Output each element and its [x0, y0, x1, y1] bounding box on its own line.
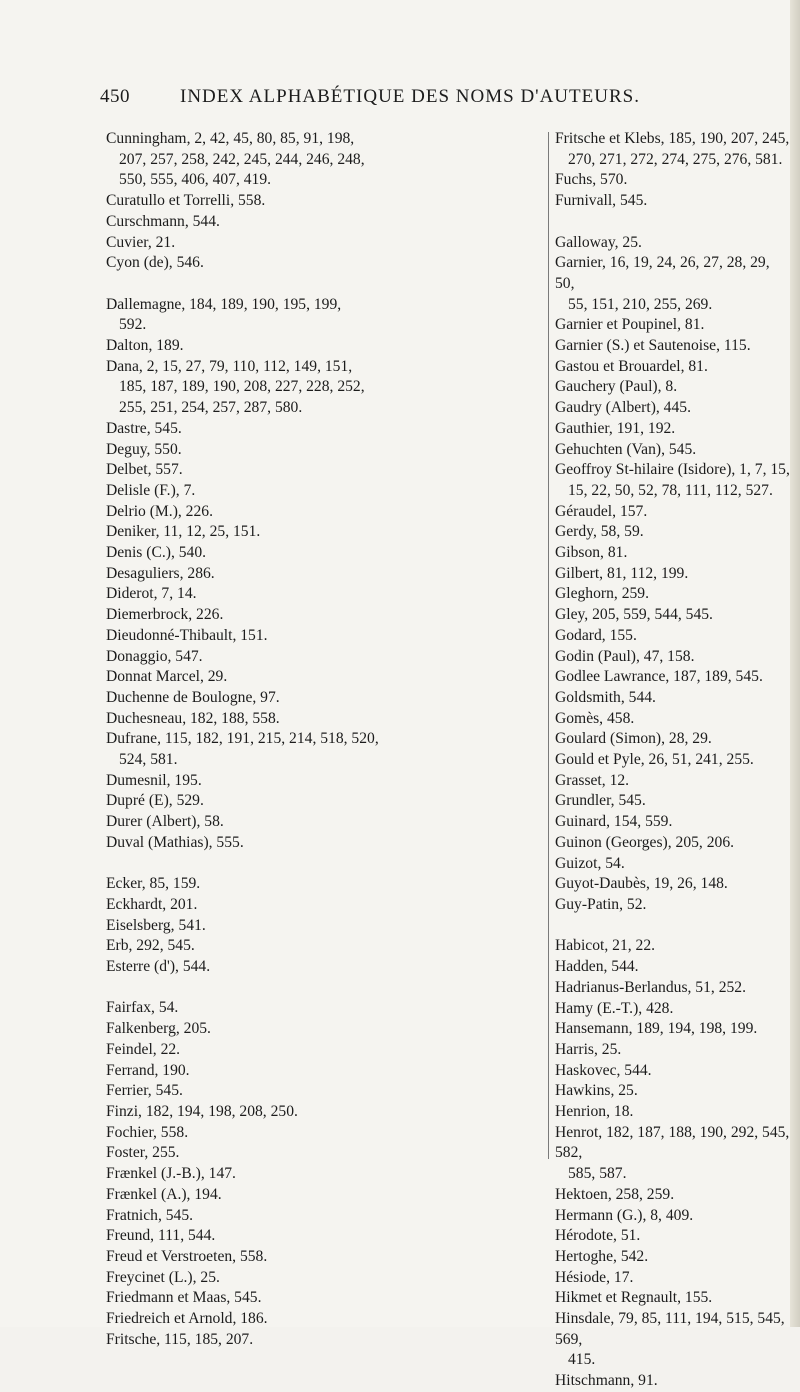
index-entry-line: Gomès, 458.	[555, 709, 635, 727]
index-entry	[555, 336, 791, 357]
index-entry-line: Duchenne de Boulogne, 97.	[106, 688, 280, 706]
index-entry	[106, 647, 542, 668]
index-entry	[555, 1102, 791, 1123]
index-entry	[555, 978, 791, 999]
index-entry	[555, 957, 791, 978]
index-entry-line: Garnier et Poupinel, 81.	[555, 316, 705, 334]
index-entry	[106, 419, 542, 440]
index-entry-line: Guyot-Daubès, 19, 26, 148.	[555, 875, 728, 893]
index-entry-line: Gibson, 81.	[555, 544, 628, 562]
index-column-right	[555, 129, 791, 1392]
index-entry	[106, 936, 542, 957]
index-entry-line: Donnat Marcel, 29.	[106, 668, 228, 686]
index-entry	[106, 336, 542, 357]
index-entry	[106, 212, 542, 233]
index-entry	[555, 1123, 791, 1185]
index-entry	[106, 357, 542, 419]
index-entry	[555, 233, 791, 254]
index-entry-line: Goulard (Simon), 28, 29.	[555, 730, 712, 748]
index-entry	[555, 1019, 791, 1040]
index-entry	[555, 1371, 791, 1392]
index-entry-line: Erb, 292, 545.	[106, 937, 195, 955]
index-entry	[106, 502, 542, 523]
index-entry-line: Foster, 255.	[106, 1144, 180, 1162]
index-entry-line: Freud et Verstroeten, 558.	[106, 1247, 268, 1265]
index-entry	[555, 1247, 791, 1268]
index-entry-line: Fairfax, 54.	[106, 999, 179, 1017]
index-entry	[555, 1288, 791, 1309]
index-entry-continuation: 15, 22, 50, 52, 78, 111, 112, 527.	[568, 481, 773, 499]
index-entry-line: Denis (C.), 540.	[106, 544, 207, 562]
index-entry-line: Hadden, 544.	[555, 958, 639, 976]
index-entry	[555, 1226, 791, 1247]
index-entry-line: Hinsdale, 79, 85, 111, 194, 515, 545, 569,	[555, 1310, 785, 1348]
index-entry	[106, 916, 542, 937]
index-entry	[555, 315, 791, 336]
index-entry	[106, 1164, 542, 1185]
index-entry-line: Grundler, 545.	[555, 792, 646, 810]
index-entry-line: Dieudonné-Thibault, 151.	[106, 626, 268, 644]
index-entry-line: Delisle (F.), 7.	[106, 481, 196, 499]
index-entry-line: Dallemagne, 184, 189, 190, 195, 199,	[106, 295, 342, 313]
index-entry-line: Géraudel, 157.	[555, 502, 648, 520]
page-header	[100, 86, 660, 116]
index-entry-line: Garnier, 16, 19, 24, 26, 27, 28, 29, 50,	[555, 254, 770, 292]
index-entry-continuation: 55, 151, 210, 255, 269.	[568, 295, 713, 313]
letter-section-gap	[555, 916, 791, 937]
index-entry	[106, 460, 542, 481]
index-entry-line: Harris, 25.	[555, 1040, 622, 1058]
index-entry	[555, 398, 791, 419]
index-entry-line: Friedmann et Maas, 545.	[106, 1289, 262, 1307]
index-entry	[106, 605, 542, 626]
index-entry	[106, 1268, 542, 1289]
index-entry	[555, 377, 791, 398]
index-entry-line: Dana, 2, 15, 27, 79, 110, 112, 149, 151,	[106, 357, 353, 375]
index-entry-line: Duchesneau, 182, 188, 558.	[106, 709, 280, 727]
index-entry	[106, 1019, 542, 1040]
index-entry	[106, 1061, 542, 1082]
index-entry	[555, 999, 791, 1020]
index-entry-continuation: 415.	[568, 1351, 596, 1369]
index-entry	[555, 936, 791, 957]
index-entry	[106, 1040, 542, 1061]
index-entry	[106, 667, 542, 688]
letter-section-gap	[106, 854, 542, 875]
index-entry-line: Hawkins, 25.	[555, 1082, 638, 1100]
index-entry	[555, 750, 791, 771]
index-entry-line: Gerdy, 58, 59.	[555, 523, 644, 541]
index-entry-line: Falkenberg, 205.	[106, 1020, 211, 1038]
index-entry	[106, 1123, 542, 1144]
index-entry-line: Dalton, 189.	[106, 337, 184, 355]
index-entry	[106, 895, 542, 916]
index-entry	[106, 1185, 542, 1206]
index-entry	[555, 357, 791, 378]
index-entry-continuation: 550, 555, 406, 407, 419.	[119, 171, 272, 189]
letter-section-gap	[106, 274, 542, 295]
index-entry-line: Hikmet et Regnault, 155.	[555, 1289, 713, 1307]
index-entry	[106, 874, 542, 895]
index-entry	[555, 729, 791, 750]
index-entry	[106, 1102, 542, 1123]
index-entry	[106, 481, 542, 502]
index-entry	[106, 233, 542, 254]
index-entry	[106, 1330, 542, 1351]
index-entry-line: Desaguliers, 286.	[106, 564, 215, 582]
index-entry-continuation: 592.	[119, 316, 147, 334]
index-entry	[555, 1268, 791, 1289]
index-entry-line: Duval (Mathias), 555.	[106, 833, 244, 851]
index-entry	[106, 729, 542, 770]
index-entry	[106, 771, 542, 792]
index-entry	[555, 1040, 791, 1061]
index-entry-line: Durer (Albert), 58.	[106, 813, 224, 831]
index-entry-line: Hamy (E.-T.), 428.	[555, 999, 674, 1017]
index-entry	[555, 129, 791, 170]
index-entry-line: Feindel, 22.	[106, 1040, 181, 1058]
index-entry	[555, 895, 791, 916]
index-entry-line: Fratnich, 545.	[106, 1206, 194, 1224]
index-entry-line: Gastou et Brouardel, 81.	[555, 357, 708, 375]
index-entry-line: Curschmann, 544.	[106, 212, 220, 230]
index-entry-continuation: 207, 257, 258, 242, 245, 244, 246, 248,	[119, 150, 365, 168]
index-entry	[106, 440, 542, 461]
column-divider	[548, 132, 549, 1159]
index-entry-line: Guy-Patin, 52.	[555, 896, 647, 913]
index-entry-line: Dupré (E), 529.	[106, 792, 204, 810]
index-entry-line: Henrion, 18.	[555, 1103, 634, 1121]
index-entry	[555, 564, 791, 585]
index-entry	[106, 295, 542, 336]
index-entry-line: Hermann (G.), 8, 409.	[555, 1206, 694, 1224]
index-entry-line: Frænkel (A.), 194.	[106, 1185, 222, 1203]
index-entry-line: Fritsche et Klebs, 185, 190, 207, 245,	[555, 130, 790, 147]
index-entry-line: Gauchery (Paul), 8.	[555, 378, 678, 396]
index-entry	[106, 812, 542, 833]
index-entry	[555, 626, 791, 647]
index-entry-line: Grasset, 12.	[555, 771, 630, 789]
index-entry	[106, 957, 542, 978]
index-entry-line: Dumesnil, 195.	[106, 771, 202, 789]
index-entry-line: Geoffroy St-hilaire (Isidore), 1, 7, 15,	[555, 461, 790, 479]
index-entry	[106, 1247, 542, 1268]
index-entry-line: Furnivall, 545.	[555, 192, 648, 210]
index-entry-line: Goldsmith, 544.	[555, 688, 656, 706]
index-entry-line: Esterre (d'), 544.	[106, 958, 211, 976]
index-entry	[106, 129, 542, 191]
index-entry-line: Hitschmann, 91.	[555, 1372, 658, 1390]
index-entry	[555, 170, 791, 191]
index-entry-line: Deniker, 11, 12, 25, 151.	[106, 523, 261, 541]
index-entry	[555, 502, 791, 523]
index-entry-line: Cyon (de), 546.	[106, 254, 204, 272]
index-entry-continuation: 585, 587.	[568, 1165, 627, 1183]
page-number: 450	[100, 86, 130, 107]
index-entry-line: Haskovec, 544.	[555, 1061, 652, 1079]
index-entry-line: Curatullo et Torrelli, 558.	[106, 192, 266, 210]
index-entry-line: Ferrier, 545.	[106, 1082, 183, 1100]
index-entry	[555, 647, 791, 668]
index-entry-line: Eckhardt, 201.	[106, 895, 198, 913]
index-entry	[106, 626, 542, 647]
index-entry	[106, 584, 542, 605]
index-entry-line: Godard, 155.	[555, 626, 637, 644]
index-entry	[555, 460, 791, 501]
index-entry	[106, 833, 542, 854]
index-entry-line: Deguy, 550.	[106, 440, 182, 458]
index-entry-continuation: 185, 187, 189, 190, 208, 227, 228, 252,	[119, 378, 365, 396]
index-entry	[555, 688, 791, 709]
letter-section-gap	[106, 978, 542, 999]
index-entry	[106, 1206, 542, 1227]
index-entry	[555, 1309, 791, 1371]
index-entry	[555, 874, 791, 895]
index-entry-line: Hérodote, 51.	[555, 1227, 641, 1245]
index-entry	[555, 253, 791, 315]
page-edge	[790, 0, 800, 1327]
index-entry	[106, 191, 542, 212]
index-entry	[555, 833, 791, 854]
index-entry-line: Gilbert, 81, 112, 199.	[555, 564, 689, 582]
index-entry-line: Gleghorn, 259.	[555, 585, 649, 603]
index-entry	[555, 1061, 791, 1082]
index-entry	[106, 998, 542, 1019]
letter-section-gap	[555, 212, 791, 233]
index-entry-line: Garnier (S.) et Sautenoise, 115.	[555, 337, 751, 355]
index-entry-line: Godlee Lawrance, 187, 189, 545.	[555, 668, 763, 686]
index-entry-line: Diemerbrock, 226.	[106, 606, 224, 624]
index-entry-line: Guinon (Georges), 205, 206.	[555, 833, 735, 851]
index-entry-line: Diderot, 7, 14.	[106, 585, 197, 603]
index-entry	[106, 709, 542, 730]
index-entry-line: Ecker, 85, 159.	[106, 875, 201, 893]
index-entry	[555, 791, 791, 812]
index-entry-line: Cuvier, 21.	[106, 233, 176, 251]
index-entry-line: Frænkel (J.-B.), 147.	[106, 1165, 236, 1183]
index-column-left	[106, 129, 542, 1350]
index-entry-line: Fritsche, 115, 185, 207.	[106, 1330, 254, 1348]
index-entry-line: Dufrane, 115, 182, 191, 215, 214, 518, 520,	[106, 730, 379, 748]
index-entry	[106, 543, 542, 564]
index-entry-line: Hadrianus-Berlandus, 51, 252.	[555, 978, 746, 996]
index-entry-line: Henrot, 182, 187, 188, 190, 292, 545, 582,	[555, 1123, 790, 1162]
index-entry-line: Friedreich et Arnold, 186.	[106, 1310, 268, 1328]
index-entry-line: Hésiode, 17.	[555, 1268, 634, 1286]
index-entry	[555, 419, 791, 440]
index-entry-line: Gauthier, 191, 192.	[555, 419, 676, 437]
index-entry	[106, 791, 542, 812]
index-entry-line: Gould et Pyle, 26, 51, 241, 255.	[555, 751, 754, 769]
index-entry-line: Freycinet (L.), 25.	[106, 1268, 220, 1286]
index-entry	[106, 1081, 542, 1102]
index-entry-line: Hansemann, 189, 194, 198, 199.	[555, 1020, 758, 1038]
index-entry	[555, 812, 791, 833]
index-entry-line: Eiselsberg, 541.	[106, 916, 206, 934]
index-entry-line: Guizot, 54.	[555, 854, 625, 872]
index-entry-line: Delrio (M.), 226.	[106, 502, 213, 520]
index-entry-line: Gaudry (Albert), 445.	[555, 399, 691, 417]
index-entry-line: Donaggio, 547.	[106, 647, 203, 665]
index-entry	[555, 1185, 791, 1206]
index-entry	[106, 1288, 542, 1309]
index-entry	[106, 522, 542, 543]
index-entry-line: Habicot, 21, 22.	[555, 937, 656, 955]
index-entry	[555, 522, 791, 543]
index-entry	[106, 564, 542, 585]
index-entry	[106, 1143, 542, 1164]
index-entry-line: Gehuchten (Van), 545.	[555, 440, 697, 458]
index-entry-line: Fuchs, 570.	[555, 171, 628, 189]
index-entry-line: Delbet, 557.	[106, 461, 183, 479]
index-entry-line: Finzi, 182, 194, 198, 208, 250.	[106, 1103, 298, 1120]
index-entry-line: Cunningham, 2, 42, 45, 80, 85, 91, 198,	[106, 130, 355, 147]
index-entry	[555, 667, 791, 688]
index-entry	[555, 584, 791, 605]
index-entry-line: Hektoen, 258, 259.	[555, 1185, 675, 1203]
index-entry	[555, 854, 791, 875]
index-entry	[555, 543, 791, 564]
index-entry-continuation: 270, 271, 272, 274, 275, 276, 581.	[568, 150, 783, 168]
index-entry-line: Ferrand, 190.	[106, 1061, 190, 1079]
index-entry	[555, 1206, 791, 1227]
index-entry-line: Gley, 205, 559, 544, 545.	[555, 606, 713, 624]
index-entry-line: Dastre, 545.	[106, 419, 182, 437]
index-entry-line: Godin (Paul), 47, 158.	[555, 647, 695, 665]
page-title: INDEX ALPHABÉTIQUE DES NOMS D'AUTEURS.	[180, 86, 640, 107]
index-entry-line: Galloway, 25.	[555, 233, 642, 251]
index-entry	[555, 605, 791, 626]
index-entry-continuation: 255, 251, 254, 257, 287, 580.	[119, 399, 303, 417]
index-entry	[555, 440, 791, 461]
index-entry	[555, 771, 791, 792]
index-entry	[106, 253, 542, 274]
index-entry-line: Fochier, 558.	[106, 1123, 189, 1141]
index-entry	[555, 191, 791, 212]
index-entry-continuation: 524, 581.	[119, 751, 178, 769]
index-entry-line: Hertoghe, 542.	[555, 1247, 649, 1265]
index-entry	[106, 1226, 542, 1247]
index-entry	[555, 1081, 791, 1102]
index-entry	[555, 709, 791, 730]
index-entry-line: Freund, 111, 544.	[106, 1227, 216, 1245]
index-entry	[106, 688, 542, 709]
index-entry-line: Guinard, 154, 559.	[555, 813, 673, 831]
